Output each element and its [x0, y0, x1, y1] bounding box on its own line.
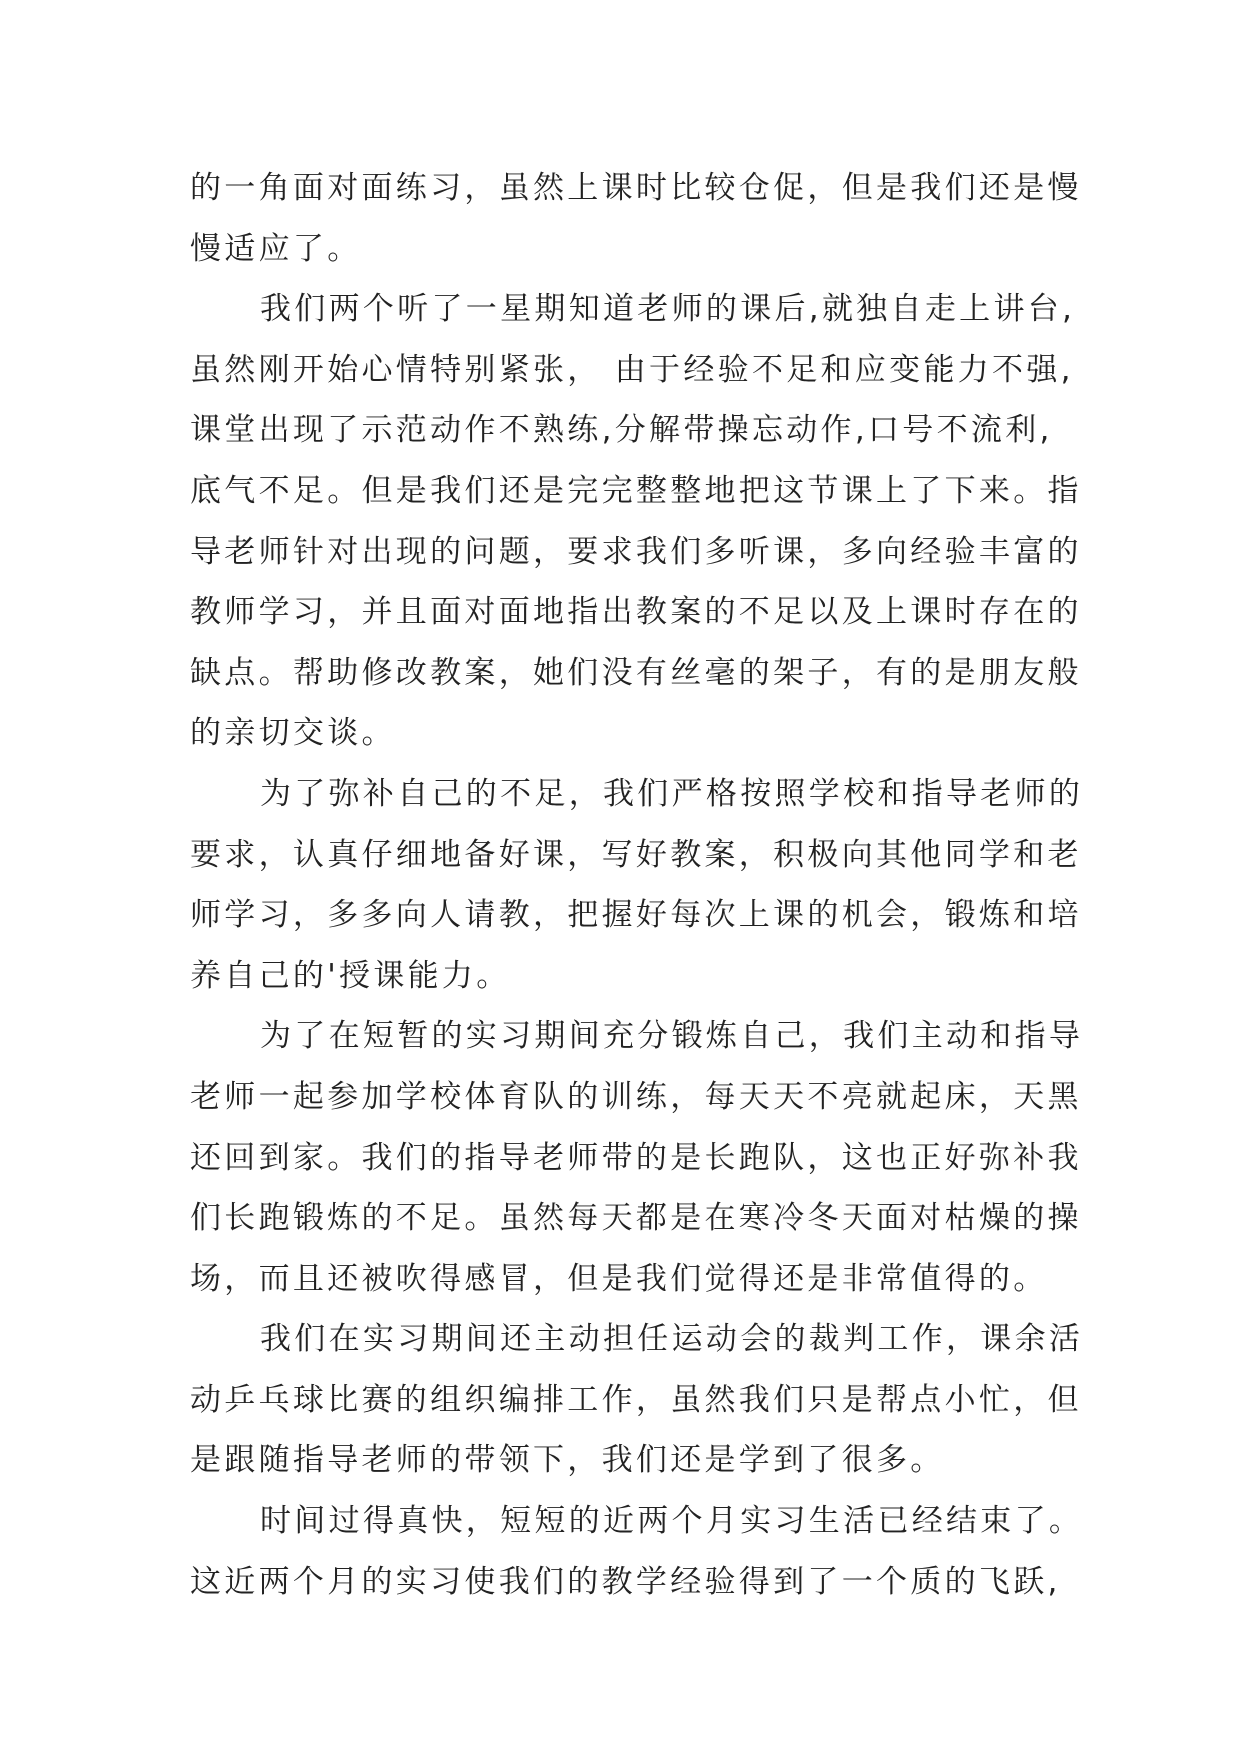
text-line: 这近两个月的实习使我们的教学经验得到了一个质的飞跃,	[190, 1563, 1061, 1600]
text-line: 为了弥补自己的不足，我们严格按照学校和指导老师的	[260, 775, 1084, 812]
text-line: 动乒乓球比赛的组织编排工作，虽然我们只是帮点小忙，但	[190, 1381, 1082, 1418]
text-line: 课堂出现了示范动作不熟练,分解带操忘动作,口号不流利,	[190, 412, 1053, 449]
text-line: 教师学习，并且面对面地指出教案的不足以及上课时存在的	[190, 594, 1082, 631]
text-line: 我们在实习期间还主动担任运动会的裁判工作，课余活	[260, 1321, 1084, 1358]
text-line: 还回到家。我们的指导老师带的是长跑队，这也正好弥补我	[190, 1139, 1082, 1176]
text-line: 的一角面对面练习，虽然上课时比较仓促，但是我们还是慢	[190, 170, 1082, 206]
text-line: 慢适应了。	[190, 230, 362, 267]
text-line: 我们两个听了一星期知道老师的课后,就独自走上讲台,	[260, 291, 1076, 328]
text-line: 是跟随指导老师的带领下，我们还是学到了很多。	[190, 1442, 945, 1479]
text-line: 师学习，多多向人请教，把握好每次上课的机会，锻炼和培	[190, 897, 1082, 934]
text-line: 导老师针对出现的问题，要求我们多听课，多向经验丰富的	[190, 533, 1082, 570]
text-line: 养自己的'授课能力。	[190, 957, 511, 994]
text-line: 要求，认真仔细地备好课，写好教案，积极向其他同学和老	[190, 836, 1082, 873]
text-line: 虽然刚开始心情特别紧张， 由于经验不足和应变能力不强,	[190, 351, 1074, 388]
text-line: 底气不足。但是我们还是完完整整地把这节课上了下来。指	[190, 472, 1082, 509]
text-line: 缺点。帮助修改教案，她们没有丝毫的架子，有的是朋友般	[190, 654, 1082, 691]
text-line: 老师一起参加学校体育队的训练，每天天不亮就起床，天黑	[190, 1078, 1082, 1115]
body-text	[190, 158, 1090, 1612]
text-line: 的亲切交谈。	[190, 715, 396, 752]
text-line: 为了在短暂的实习期间充分锻炼自己，我们主动和指导	[260, 1018, 1084, 1055]
text-line: 时间过得真快，短短的近两个月实习生活已经结束了。	[260, 1503, 1084, 1540]
text-line: 场，而且还被吹得感冒，但是我们觉得还是非常值得的。	[190, 1260, 1048, 1297]
text-line: 们长跑锻炼的不足。虽然每天都是在寒冷冬天面对枯燥的操	[190, 1200, 1082, 1237]
